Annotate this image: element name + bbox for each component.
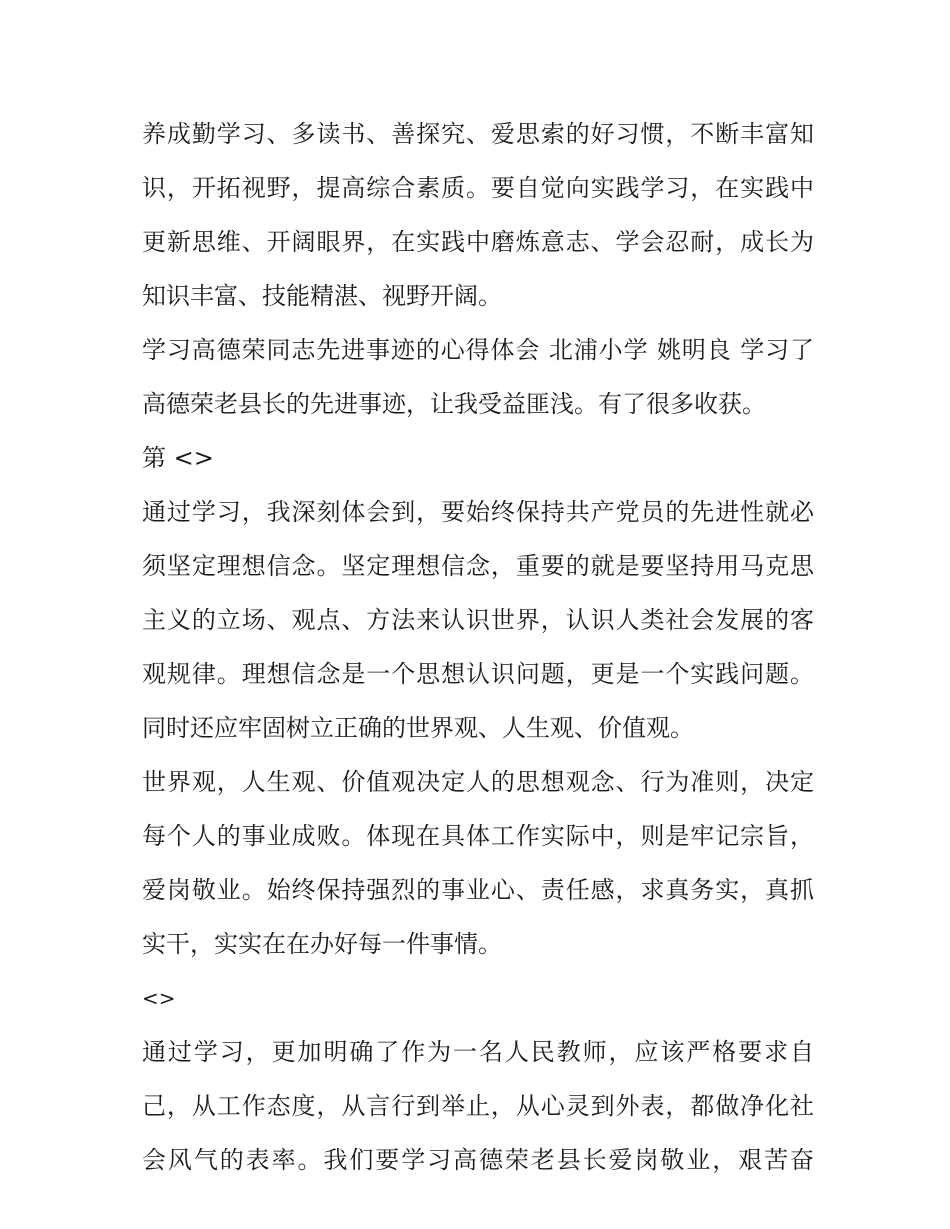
text-line-6: 高德荣老县长的先进事迹，让我受益匪浅。有了很多收获。 bbox=[142, 390, 766, 418]
text-line-3: 更新思维、开阔眼界，在实践中磨炼意志、学会忍耐，成长为 bbox=[142, 228, 814, 256]
text-line-17: <> bbox=[142, 986, 176, 1010]
text-line-12: 同时还应牢固树立正确的世界观、人生观、价值观。 bbox=[142, 714, 694, 742]
text-line-16: 实干，实实在在办好每一件事情。 bbox=[142, 930, 502, 958]
text-line-15: 爱岗敬业。始终保持强烈的事业心、责任感，求真务实，真抓 bbox=[142, 876, 814, 904]
text-line-9: 须坚定理想信念。坚定理想信念，重要的就是要坚持用马克思 bbox=[142, 552, 814, 580]
text-line-10: 主义的立场、观点、方法来认识世界，认识人类社会发展的客 bbox=[142, 606, 814, 634]
text-line-11: 观规律。理想信念是一个思想认识问题，更是一个实践问题。 bbox=[142, 660, 814, 688]
text-line-19: 己，从工作态度，从言行到举止，从心灵到外表，都做净化社 bbox=[142, 1092, 814, 1120]
text-line-18: 通过学习，更加明确了作为一名人民教师，应该严格要求自 bbox=[142, 1038, 814, 1066]
text-line-4: 知识丰富、技能精湛、视野开阔。 bbox=[142, 282, 502, 310]
text-line-8: 通过学习，我深刻体会到，要始终保持共产党员的先进性就必 bbox=[142, 498, 814, 526]
text-line-13: 世界观，人生观、价值观决定人的思想观念、行为准则，决定 bbox=[142, 768, 814, 796]
text-line-14: 每个人的事业成败。体现在具体工作实际中，则是牢记宗旨， bbox=[142, 822, 814, 850]
text-line-20: 会风气的表率。我们要学习高德荣老县长爱岗敬业，艰苦奋 bbox=[142, 1146, 814, 1174]
document-body bbox=[142, 107, 814, 1187]
text-line-2: 识，开拓视野，提高综合素质。要自觉向实践学习，在实践中 bbox=[142, 174, 814, 202]
text-line-7: 第 <> bbox=[142, 444, 214, 472]
text-line-1: 养成勤学习、多读书、善探究、爱思索的好习惯，不断丰富知 bbox=[142, 120, 814, 148]
text-line-5: 学习高德荣同志先进事迹的心得体会 北浦小学 姚明良 学习了 bbox=[142, 336, 814, 364]
